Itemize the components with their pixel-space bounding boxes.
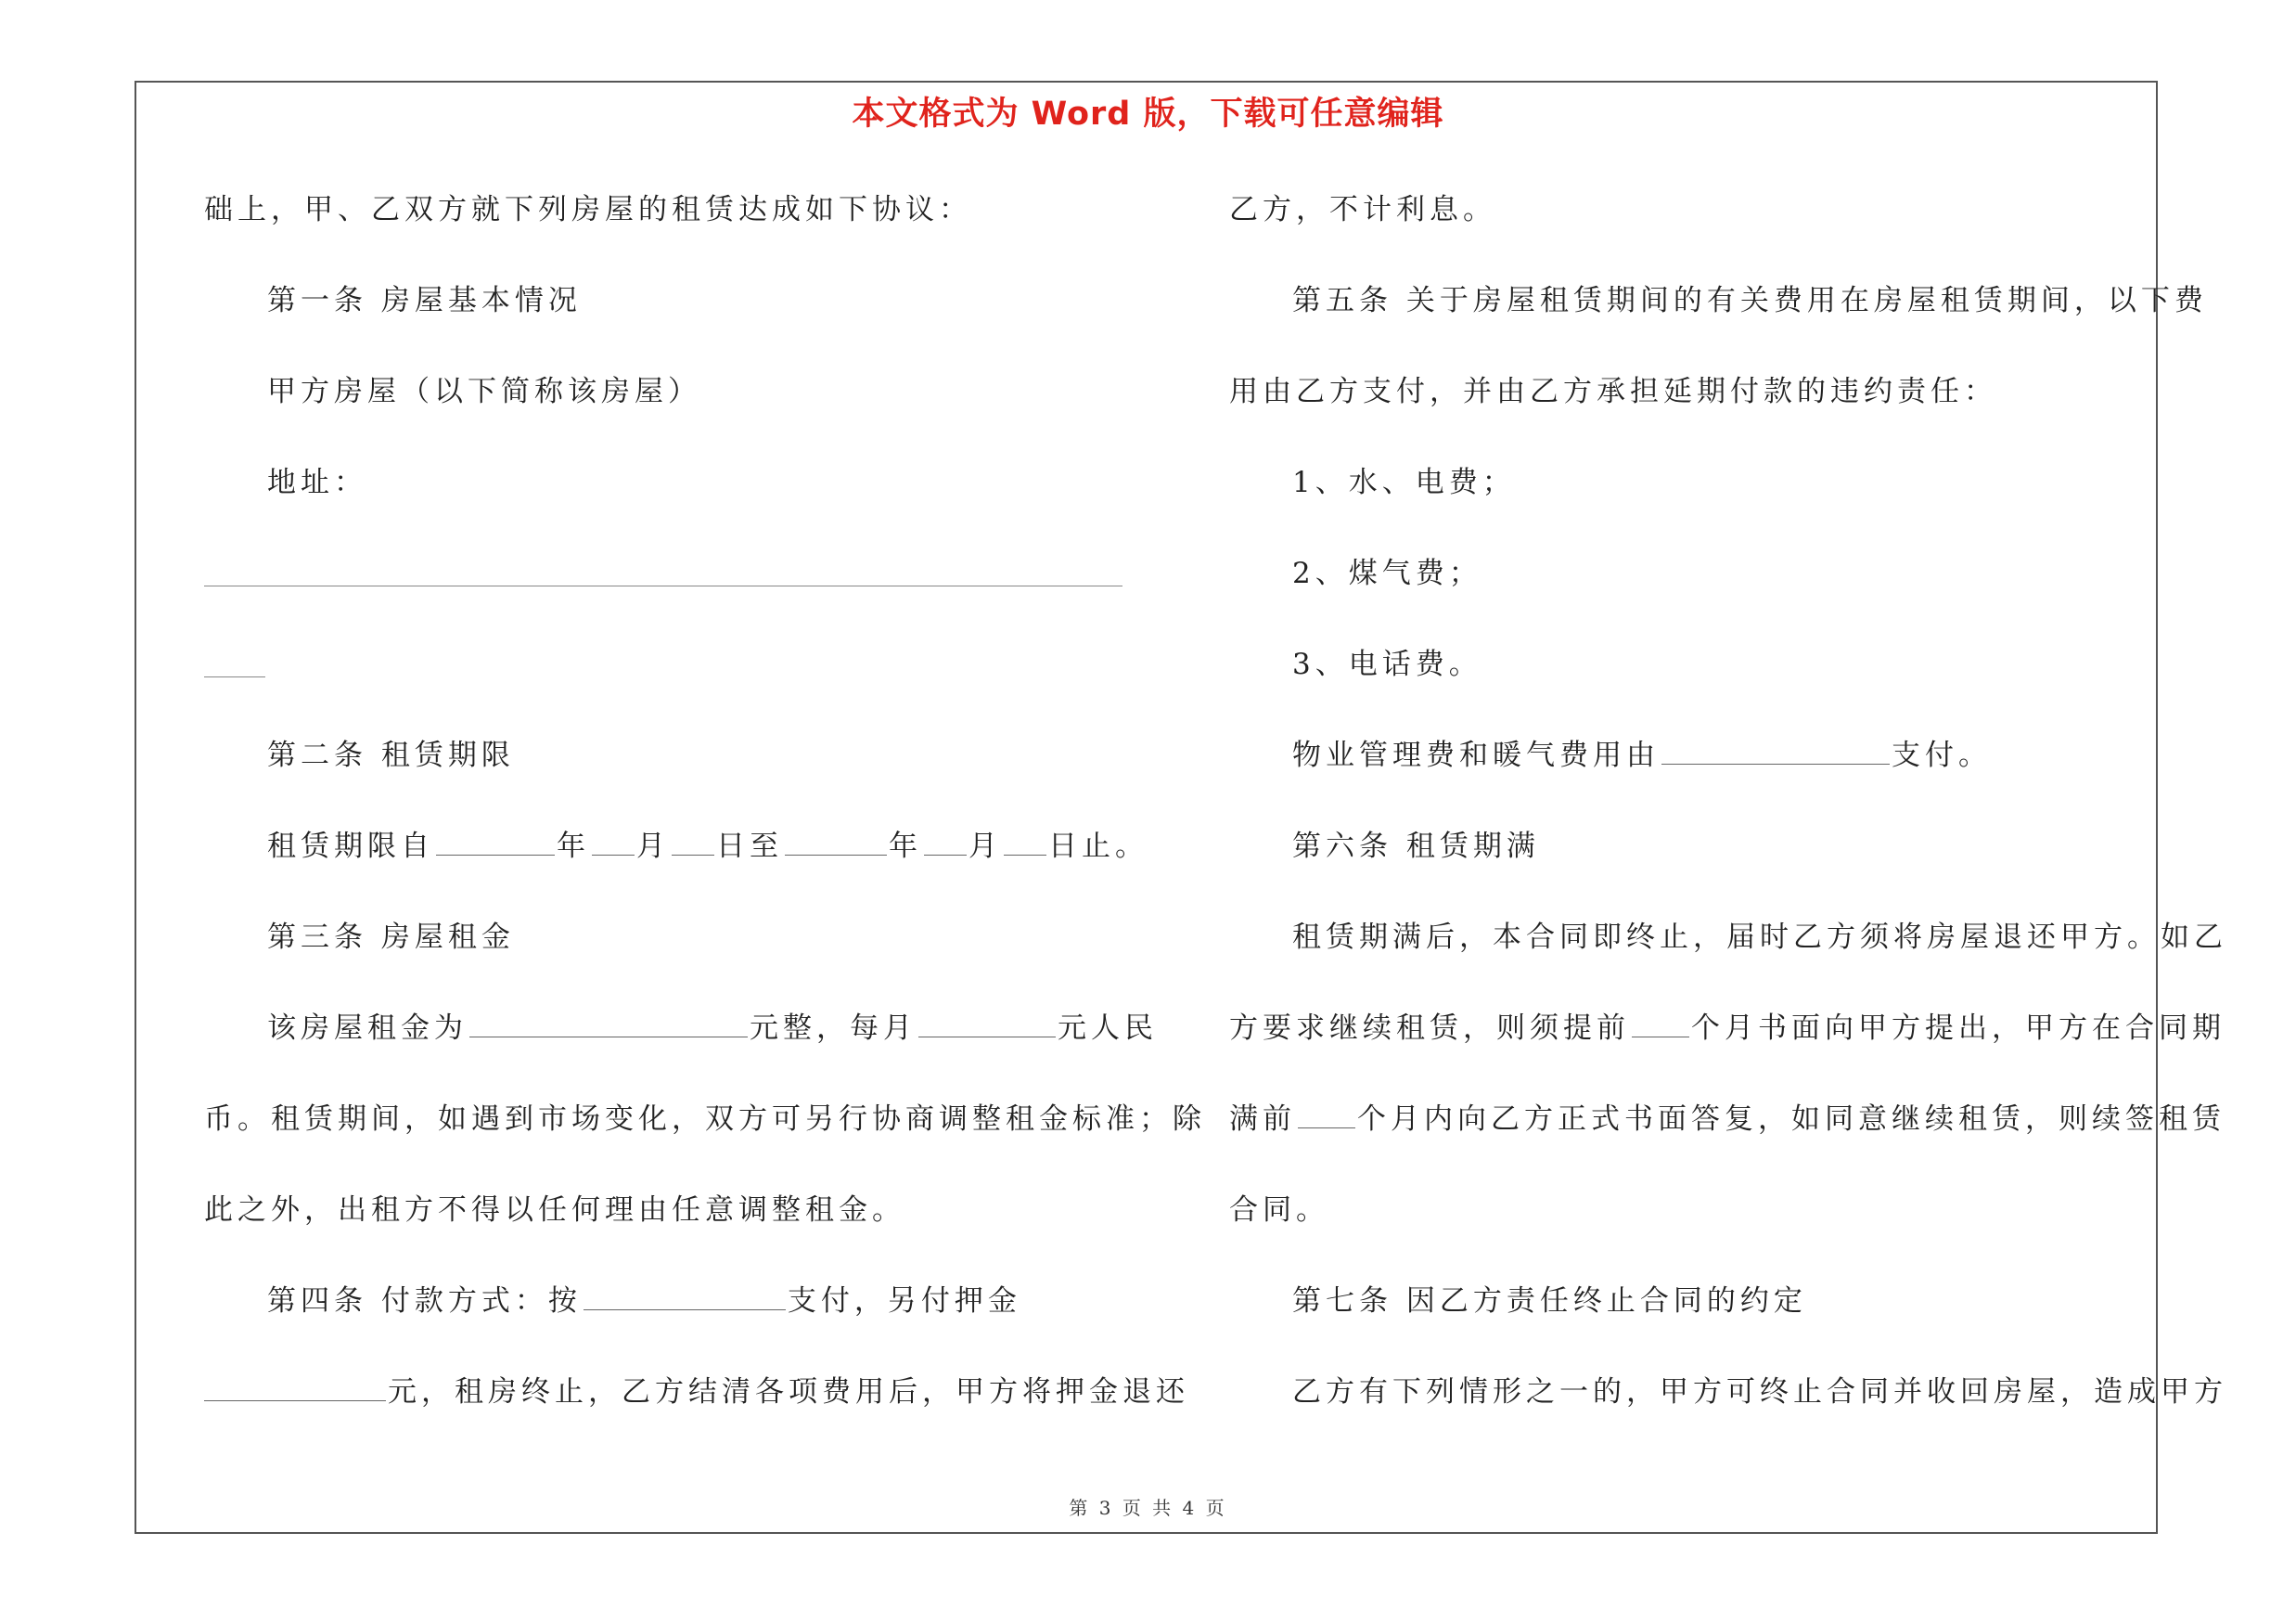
year-blank	[785, 827, 887, 856]
deposit-line	[204, 1371, 1189, 1413]
paragraph-line: 甲方房屋（以下简称该房屋）	[267, 375, 701, 408]
list-item: 2、煤气费；	[1292, 557, 1482, 590]
year-text: 年	[889, 830, 922, 863]
day-end-text: 日止。	[1048, 830, 1148, 863]
month-blank	[592, 827, 635, 856]
renewal-text: 个月书面向甲方提出，甲方在合同期	[1691, 1011, 2225, 1045]
day-to-text: 日至	[716, 830, 783, 863]
word-format-banner: 本文格式为 Word 版，下载可任意编辑	[852, 96, 1444, 133]
paragraph-line: 用由乙方支付，并由乙方承担延期付款的违约责任：	[1229, 375, 1997, 408]
property-fee-blank	[1661, 736, 1890, 765]
rent-label: 该房屋租金为	[267, 1011, 468, 1045]
rent-monthly-label: 元整，每月	[750, 1011, 917, 1045]
renewal-text: 个月内向乙方正式书面答复，如同意继续租赁，则续签租赁	[1357, 1102, 2225, 1136]
article-7-heading: 第七条 因乙方责任终止合同的约定	[1292, 1284, 1807, 1318]
article-3-heading: 第三条 房屋租金	[267, 921, 515, 954]
paragraph-line: 合同。	[1229, 1193, 1329, 1227]
payment-method-blank	[584, 1282, 786, 1310]
address-blank-line-end	[204, 676, 265, 677]
month-text: 月	[968, 830, 1002, 863]
address-label: 地址：	[267, 466, 367, 499]
rent-monthly-blank	[918, 1009, 1056, 1037]
article-5-heading: 第五条 关于房屋租赁期间的有关费用在房屋租赁期间，以下费	[1292, 284, 2208, 317]
payment-method-label: 第四条 付款方式：按	[267, 1284, 582, 1318]
months-blank	[1632, 1009, 1689, 1037]
deposit-text: 元，租房终止，乙方结清各项费用后，甲方将押金退还	[388, 1375, 1189, 1409]
list-item: 3、电话费。	[1292, 648, 1482, 681]
paragraph-line: 乙方，不计利息。	[1229, 193, 1496, 226]
year-blank	[436, 827, 555, 856]
renewal-text: 满前	[1229, 1102, 1296, 1136]
rent-amount-line	[204, 1007, 1158, 1050]
article-4-line	[204, 1280, 1021, 1322]
renewal-notice-line	[1229, 1007, 2225, 1050]
deposit-blank	[204, 1372, 386, 1401]
paragraph-line: 础上，甲、乙双方就下列房屋的租赁达成如下协议：	[204, 193, 972, 226]
property-fee-pay: 支付。	[1892, 739, 1992, 772]
day-blank	[1004, 827, 1046, 856]
article-2-heading: 第二条 租赁期限	[267, 739, 515, 772]
property-fee-label: 物业管理费和暖气费用由	[1292, 739, 1660, 772]
paragraph-line: 此之外，出租方不得以任何理由任意调整租金。	[204, 1193, 905, 1227]
list-item: 1、水、电费；	[1292, 466, 1516, 499]
rent-total-blank	[469, 1009, 748, 1037]
months-blank	[1298, 1100, 1355, 1128]
lease-term-from: 租赁期限自	[267, 830, 434, 863]
renewal-reply-line	[1229, 1098, 2225, 1140]
paragraph-line: 租赁期满后，本合同即终止，届时乙方须将房屋退还甲方。如乙	[1292, 921, 2227, 954]
paragraph-line: 币。租赁期间，如遇到市场变化，双方可另行协商调整租金标准；除	[204, 1102, 1206, 1136]
page-number: 第 3 页 共 4 页	[1069, 1497, 1227, 1519]
rent-currency-label: 元人民	[1058, 1011, 1158, 1045]
article-6-heading: 第六条 租赁期满	[1292, 830, 1540, 863]
month-text: 月	[636, 830, 670, 863]
month-blank	[924, 827, 967, 856]
property-fee-line	[1229, 734, 1992, 777]
year-text: 年	[557, 830, 590, 863]
article-1-heading: 第一条 房屋基本情况	[267, 284, 582, 317]
day-blank	[672, 827, 714, 856]
renewal-text: 方要求继续租赁，则须提前	[1229, 1011, 1630, 1045]
lease-term-line	[204, 825, 1148, 868]
deposit-label: 支付，另付押金	[787, 1284, 1021, 1318]
paragraph-line: 乙方有下列情形之一的，甲方可终止合同并收回房屋，造成甲方	[1292, 1375, 2227, 1409]
